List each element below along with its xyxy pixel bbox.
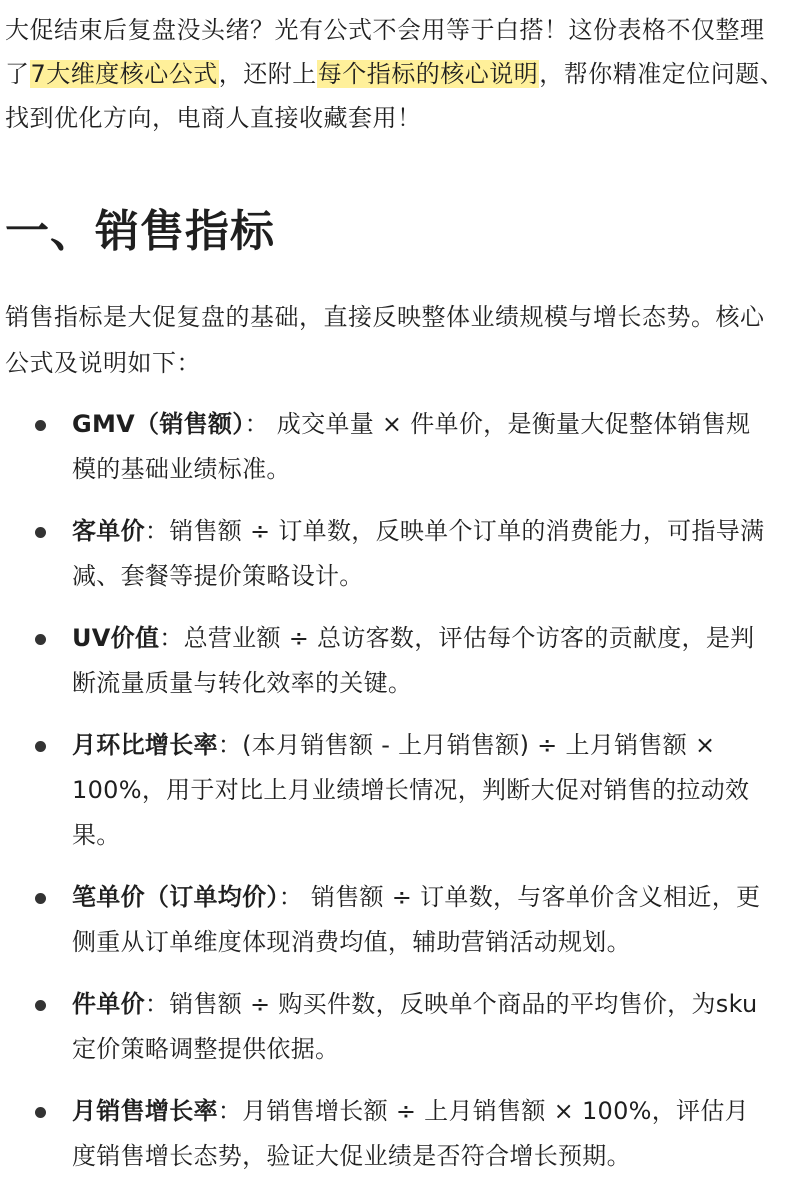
metric-desc: ：月销售增长额 ÷ 上月销售额 × 100%，评估月度销售增长态势，验证大促业绩是否符合增长预期。: [72, 1097, 749, 1170]
intro-paragraph: [5, 8, 785, 140]
metric-term: UV价值: [72, 624, 160, 652]
list-item: [0, 875, 800, 965]
highlight-core-formulas: 7大维度核心公式: [30, 60, 218, 88]
metric-list: [0, 402, 800, 1196]
metric-desc: ： 销售额 ÷ 订单数，与客单价含义相近，更侧重从订单维度体现消费均值，辅助营销活动规划。: [72, 883, 761, 956]
bullet-icon: [35, 634, 46, 645]
list-item: [0, 616, 800, 706]
metric-term: GMV（销售额）: [72, 410, 245, 438]
bullet-icon: [35, 527, 46, 538]
metric-term: 客单价: [72, 517, 145, 545]
metric-term: 笔单价（订单均价）: [72, 883, 279, 911]
bullet-icon: [35, 893, 46, 904]
section-title: 一、销售指标: [5, 206, 275, 257]
metric-term: 件单价: [72, 990, 145, 1018]
metric-term: 月销售增长率: [72, 1097, 218, 1125]
bullet-icon: [35, 1107, 46, 1118]
metric-desc: ：总营业额 ÷ 总访客数，评估每个访客的贡献度，是判断流量质量与转化效率的关键。: [72, 624, 755, 697]
bullet-icon: [35, 1000, 46, 1011]
metric-desc: ：销售额 ÷ 购买件数，反映单个商品的平均售价，为sku定价策略调整提供依据。: [72, 990, 758, 1063]
bullet-icon: [35, 741, 46, 752]
list-item: [0, 1089, 800, 1179]
list-item: [0, 402, 800, 492]
metric-desc: ：销售额 ÷ 订单数，反映单个订单的消费能力，可指导满减、套餐等提价策略设计。: [72, 517, 765, 590]
metric-term: 月环比增长率: [72, 731, 218, 759]
metric-desc: ： 成交单量 × 件单价，是衡量大促整体销售规模的基础业绩标准。: [72, 410, 751, 483]
list-item: [0, 982, 800, 1072]
metric-desc: ：(本月销售额 - 上月销售额) ÷ 上月销售额 × 100%，用于对比上月业绩增长情况，判断大促对销售的拉动效果。: [72, 731, 750, 849]
list-item: [0, 509, 800, 599]
intro-text-2: ，还附上: [218, 60, 317, 88]
highlight-core-notes: 每个指标的核心说明: [317, 60, 539, 88]
intro-text-1: 大促结束后复盘没头绪？光有公式不会用等于白搭！这份表格不仅整理了: [5, 16, 765, 88]
section-lead: 销售指标是大促复盘的基础，直接反映整体业绩规模与增长态势。核心公式及说明如下：: [5, 303, 765, 377]
list-item: [0, 723, 800, 858]
bullet-icon: [35, 420, 46, 431]
intro-text-3: ，帮你精准定位问题、找到优化方向，电商人直接收藏套用！: [5, 60, 785, 132]
